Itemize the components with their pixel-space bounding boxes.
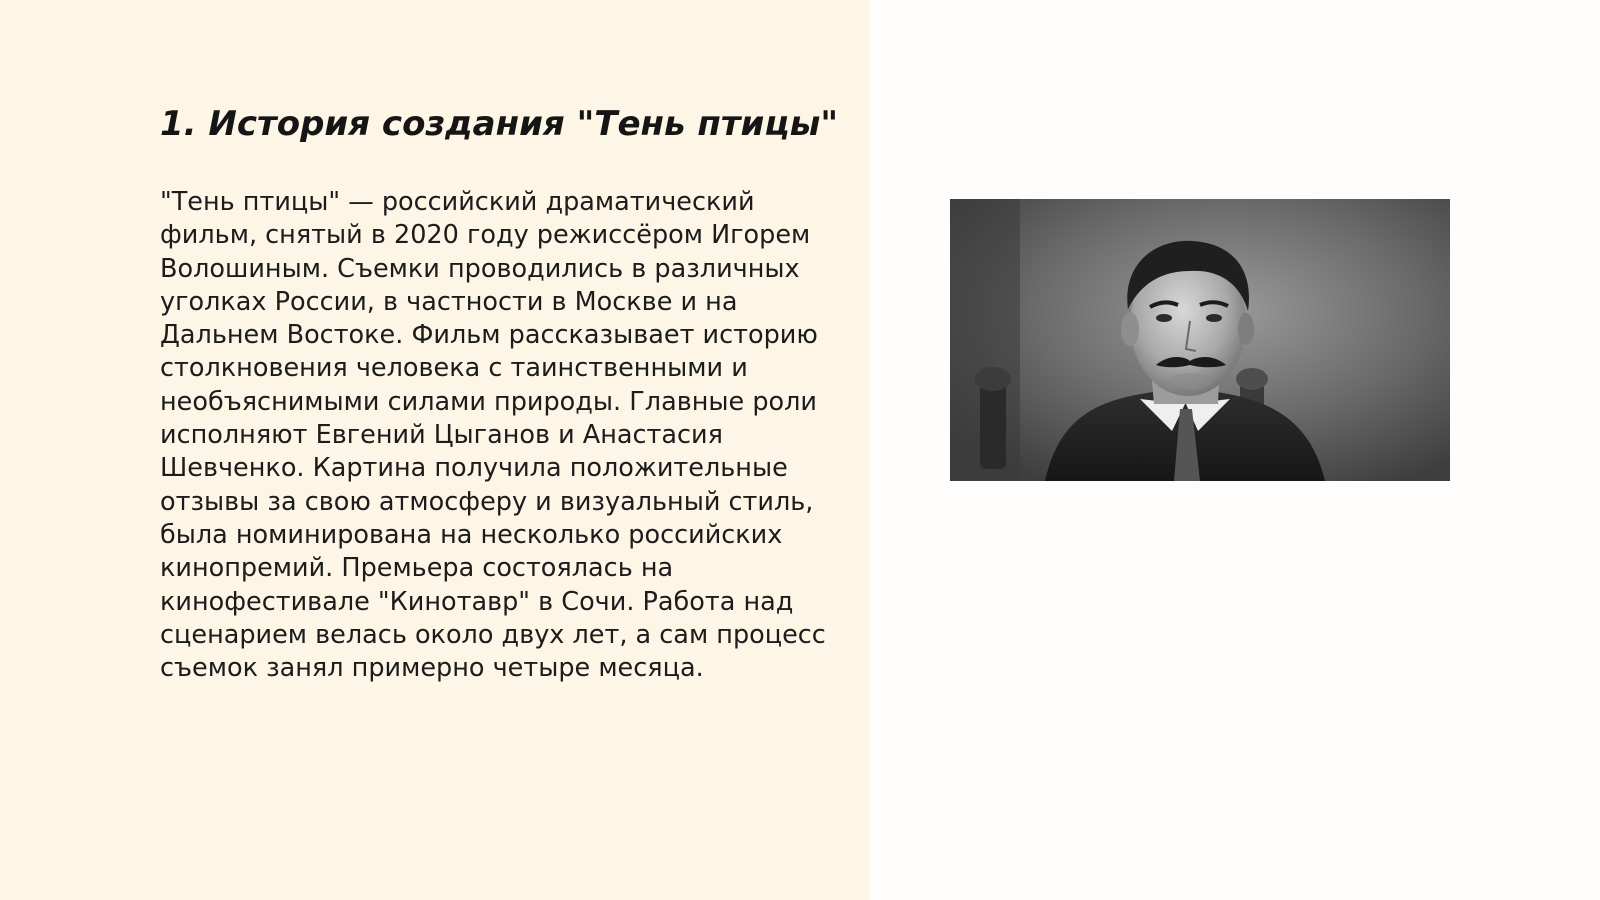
paragraph-line: съемок занял примерно четыре месяца.: [160, 653, 704, 684]
paragraph-line: Волошиным. Съемки проводились в различных: [160, 253, 800, 284]
paragraph-line: столкновения человека с таинственными и: [160, 353, 748, 384]
paragraph-line: была номинирована на несколько российских: [160, 519, 783, 550]
paragraph-line: "Тень птицы" — российский драматический: [160, 187, 755, 217]
paragraph-line: кинофестивале "Кинотавр" в Сочи. Работа над: [160, 586, 794, 617]
paragraph-line: отзывы за свою атмосферу и визуальный стиль,: [160, 486, 814, 517]
slide-paragraph: [160, 186, 850, 685]
paragraph-line: необъяснимыми силами природы. Главные роли: [160, 386, 817, 417]
paragraph-line: кинопремий. Премьера состоялась на: [160, 553, 674, 584]
paragraph-line: исполняют Евгений Цыганов и Анастасия: [160, 420, 723, 451]
paragraph-line: Шевченко. Картина получила положительные: [160, 453, 788, 484]
portrait-photo-icon: [950, 199, 1450, 481]
portrait-photo: [950, 199, 1450, 481]
paragraph-line: Дальнем Востоке. Фильм рассказывает историю: [160, 320, 818, 351]
slide-title: 1. История создания "Тень птицы": [160, 104, 839, 144]
paragraph-line: уголках России, в частности в Москве и на: [160, 286, 738, 317]
paragraph-line: фильм, снятый в 2020 году режиссёром Игорем: [160, 220, 811, 251]
paragraph-line: сценарием велась около двух лет, а сам процесс: [160, 619, 826, 650]
